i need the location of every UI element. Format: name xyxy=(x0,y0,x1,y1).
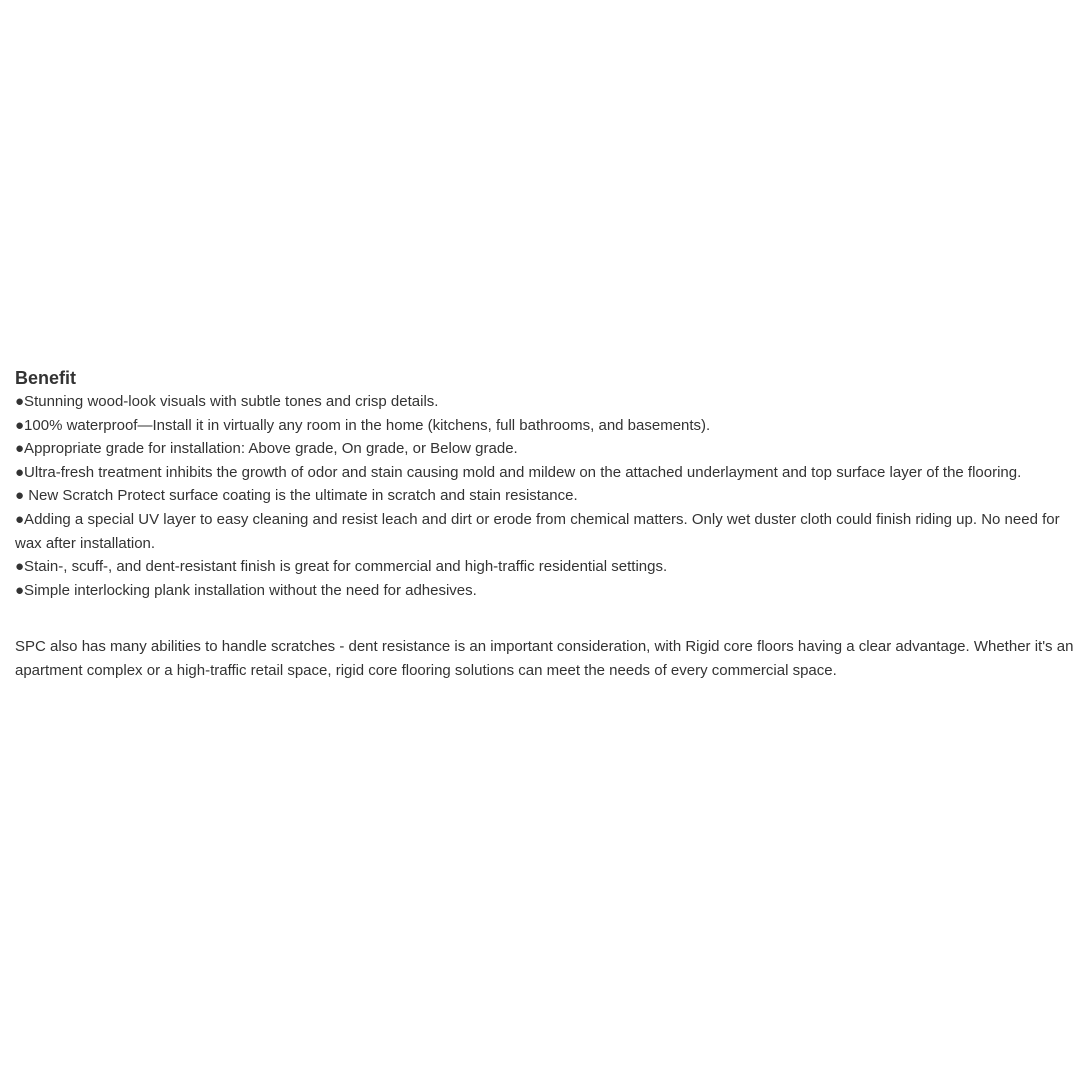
section-heading: Benefit xyxy=(15,368,77,388)
benefit-item: ● New Scratch Protect surface coating is the ultimate in scratch and stain resistance. xyxy=(15,487,578,505)
benefit-item: ●Simple interlocking plank installation without the need for adhesives. xyxy=(15,581,477,599)
benefit-section xyxy=(15,366,1075,683)
benefit-item: ●Adding a special UV layer to easy cleaning and resist leach and dirt or erode from chemical matters. Only wet duster cloth could finish riding up. No need for wax after installation. xyxy=(15,510,1060,552)
benefit-item: ●Stain-, scuff-, and dent-resistant finish is great for commercial and high-traffic residential settings. xyxy=(15,558,668,576)
benefit-item: ●Appropriate grade for installation: Above grade, On grade, or Below grade. xyxy=(15,440,518,458)
benefit-item: ●Stunning wood-look visuals with subtle tones and crisp details. xyxy=(15,393,439,410)
benefit-item: ●100% waterproof—Install it in virtually any room in the home (kitchens, full bathrooms, and basements). xyxy=(15,416,711,434)
description-paragraph: SPC also has many abilities to handle scratches - dent resistance is an important consideration, with Rigid core floors having a clear advantage. Whether it's an apartment complex or a high-traffic retail space, rigid core flooring solutions can meet the needs of every commercial space. xyxy=(15,638,1074,679)
benefit-list xyxy=(15,390,1075,602)
benefit-item: ●Ultra-fresh treatment inhibits the growth of odor and stain causing mold and mildew on the attached underlayment and top surface layer of the flooring. xyxy=(15,463,1022,481)
